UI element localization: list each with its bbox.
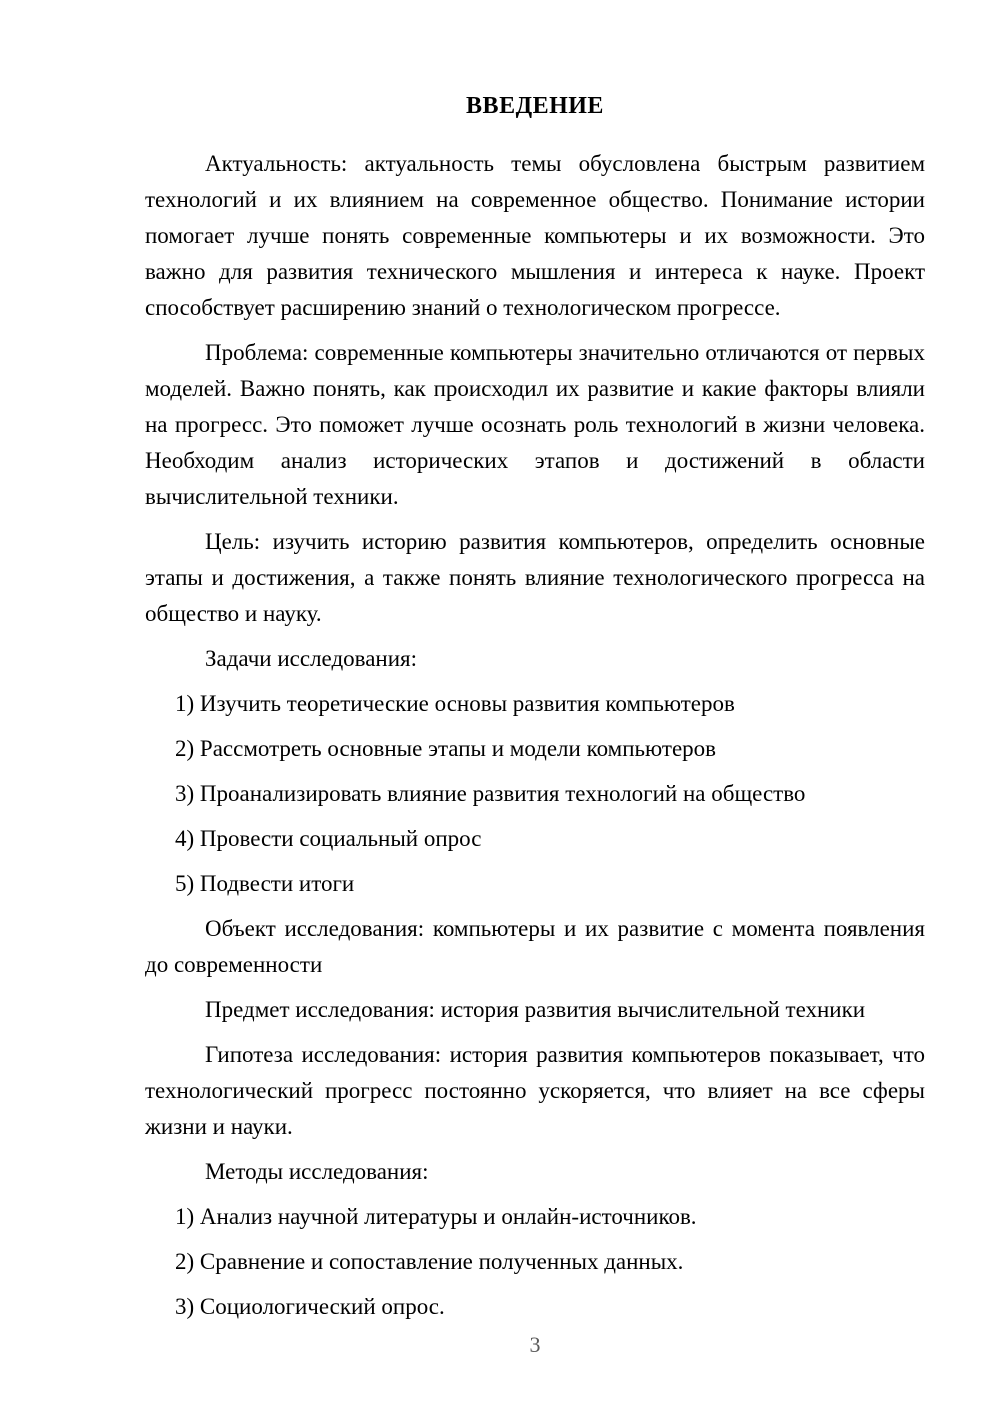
task-item-3: 3) Проанализировать влияние развития технологий на общество [175,781,806,806]
paragraph-hypothesis: Гипотеза исследования: история развития компьютеров показывает, что технологический прогресс постоянно ускоряется, что влияет на все сферы жизни и науки. [145,1042,925,1139]
methods-list [145,1199,925,1325]
task-item-4: 4) Провести социальный опрос [175,826,482,851]
method-item-3: 3) Социологический опрос. [175,1294,445,1319]
tasks-heading: Задачи исследования: [205,646,418,671]
task-item-1: 1) Изучить теоретические основы развития компьютеров [175,691,735,716]
paragraph-goal: Цель: изучить историю развития компьютеров, определить основные этапы и достижения, а также понять влияние технологического прогресса на общество и науку. [145,529,925,626]
paragraph-relevance: Актуальность: актуальность темы обусловлена быстрым развитием технологий и их влиянием на современное общество. Понимание истории помогает лучше понять современные компьютеры и их возможности. Это важно для развития технического мышления и интереса к науке. Проект способствует расширению знаний о технологическом прогрессе. [145,151,925,320]
method-item-1: 1) Анализ научной литературы и онлайн-источников. [175,1204,697,1229]
paragraph-subject: Предмет исследования: история развития вычислительной техники [205,997,866,1022]
paragraph-object: Объект исследования: компьютеры и их развитие с момента появления до современности [145,916,925,977]
page-content [145,90,925,1334]
page-title: ВВЕДЕНИЕ [466,93,604,119]
task-item-2: 2) Рассмотреть основные этапы и модели компьютеров [175,736,717,761]
task-item-5: 5) Подвести итоги [175,871,355,896]
paragraph-problem: Проблема: современные компьютеры значительно отличаются от первых моделей. Важно понять, как происходил их развитие и какие факторы влияли на прогресс. Это поможет лучше осознать роль технологий в жизни человека. Необходим анализ исторических этапов и достижений в области вычислительной техники. [145,340,925,509]
tasks-list [145,686,925,902]
page-number: 3 [529,1332,541,1357]
method-item-2: 2) Сравнение и сопоставление полученных данных. [175,1249,684,1274]
methods-heading: Методы исследования: [205,1159,429,1184]
